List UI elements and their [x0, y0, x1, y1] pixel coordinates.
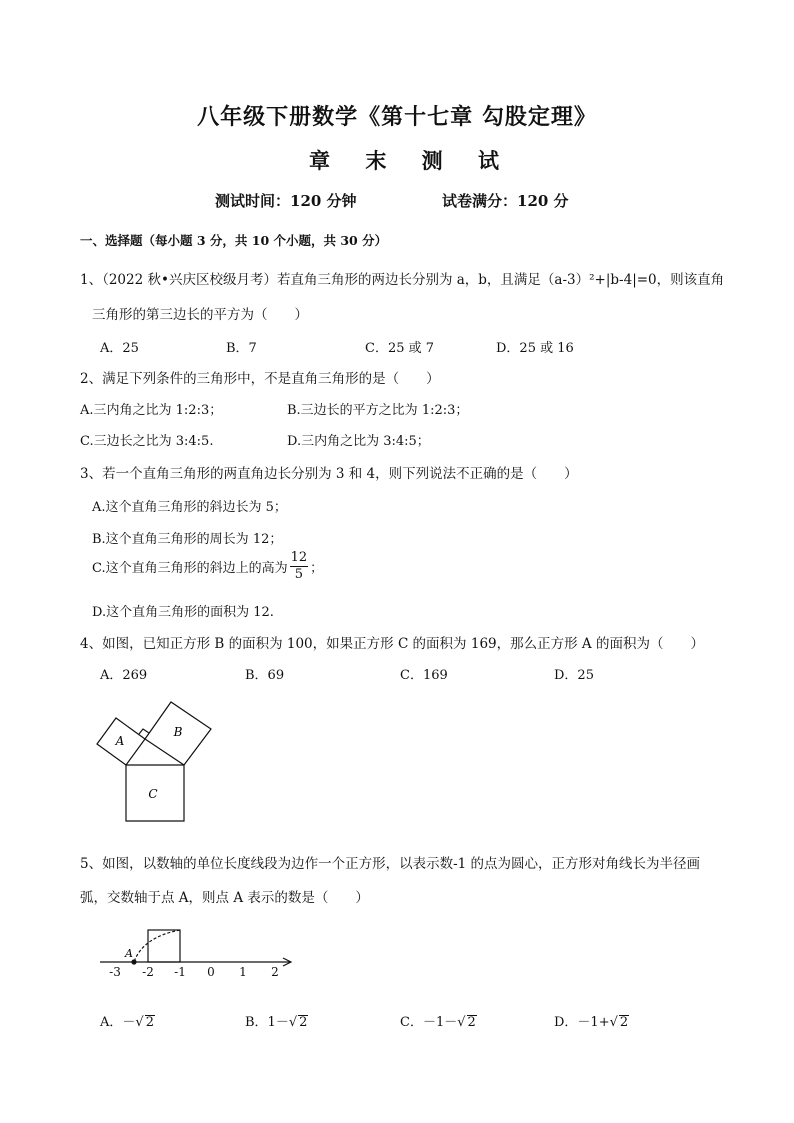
page-subtitle: 章 末 测 试: [309, 148, 513, 173]
q1-stem-line1: 1、（2022 秋•兴庆区校级月考）若直角三角形的两边长分别为 a，b，且满足（a-3）²+|b-4|=0，则该直角: [80, 272, 725, 288]
q5-number-line-figure: [95, 925, 300, 980]
fraction-numerator: 12: [290, 550, 308, 565]
q5-option-d: [554, 1011, 629, 1030]
q5-option-c-text: C．－1－: [400, 1015, 458, 1030]
q5-stem-line1: 5、如图，以数轴的单位长度线段为边作一个正方形，以表示数-1 的点为圆心，正方形对角线长为半径画: [80, 856, 701, 872]
label-b: B: [173, 725, 183, 739]
q4-squares-figure: [90, 695, 230, 825]
q4-option-c: C．169: [400, 668, 448, 683]
q3-option-c-end: ；: [310, 561, 324, 576]
q4-option-d: D．25: [554, 668, 594, 683]
tick-label: -3: [109, 965, 121, 979]
q5-stem-line2: 弧，交数轴于点 A，则点 A 表示的数是（ ）: [80, 890, 369, 906]
radicand: 2: [145, 1015, 154, 1030]
arc: [134, 930, 180, 962]
q2-option-d: D.三内角之比为 3:4:5；: [287, 434, 430, 449]
page-title: 八年级下册数学《第十七章 勾股定理》: [197, 104, 597, 130]
label-c: C: [148, 787, 158, 801]
q4-option-b: B．69: [245, 668, 285, 683]
q3-option-d: D.这个直角三角形的面积为 12.: [92, 605, 274, 620]
tick-label: 1: [239, 965, 247, 979]
q2-option-c: C.三边长之比为 3:4:5.: [80, 434, 214, 449]
q3-stem: 3、若一个直角三角形的两直角边长分别为 3 和 4，则下列说法不正确的是（ ）: [80, 466, 578, 482]
q1-option-d: D．25 或 16: [496, 341, 574, 356]
radical-sign: √: [609, 1015, 618, 1030]
radical-sign: √: [135, 1015, 144, 1030]
tick-label: -1: [174, 965, 186, 979]
test-time: 测试时间：120 分钟: [215, 192, 357, 210]
q3-option-c-text: C.这个直角三角形的斜边上的高为: [92, 561, 288, 576]
tick-label: -2: [142, 965, 154, 979]
q2-option-a: A.三内角之比为 1:2:3；: [80, 403, 223, 418]
radical-sign: √: [457, 1015, 466, 1030]
label-a: A: [115, 734, 125, 748]
radicand: 2: [467, 1015, 476, 1030]
q1-option-b: B．7: [226, 341, 257, 356]
q3-option-b: B.这个直角三角形的周长为 12；: [92, 532, 283, 547]
q4-stem: 4、如图，已知正方形 B 的面积为 100，如果正方形 C 的面积为 169，那么正方形 A 的面积为（ ）: [80, 636, 704, 652]
fraction: [290, 550, 309, 583]
section-heading: 一、选择题（每小题 3 分，共 10 个小题，共 30 分）: [80, 233, 388, 248]
fraction-denominator: 5: [294, 567, 304, 582]
right-angle-mark: [139, 729, 149, 734]
q4-option-a: A．269: [100, 668, 148, 683]
q5-option-b: [245, 1011, 308, 1030]
radical-sign: √: [288, 1015, 298, 1030]
q5-option-a-text: A．－: [100, 1015, 136, 1030]
point-a-label: A: [125, 947, 133, 960]
q5-option-a: [100, 1011, 155, 1030]
q5-option-d-text: D．－1+: [554, 1015, 610, 1030]
q2-option-b: B.三边长的平方之比为 1:2:3；: [287, 403, 469, 418]
full-score: 试卷满分：120 分: [442, 192, 569, 210]
q5-option-c: [400, 1011, 477, 1030]
tick-label: 2: [271, 965, 279, 979]
q1-option-a: A．25: [100, 341, 139, 356]
q3-option-c: [92, 550, 323, 583]
q2-stem: 2、满足下列条件的三角形中，不是直角三角形的是（ ）: [80, 371, 440, 387]
q3-option-a: A.这个直角三角形的斜边长为 5；: [92, 500, 287, 515]
radicand: 2: [299, 1015, 308, 1030]
tick-label: 0: [207, 965, 215, 979]
point-a: [131, 959, 136, 964]
radicand: 2: [619, 1015, 629, 1030]
q1-stem-line2: 三角形的第三边长的平方为（ ）: [92, 307, 308, 323]
q1-option-c: C．25 或 7: [365, 341, 435, 356]
q5-option-b-text: B．1－: [245, 1015, 289, 1030]
